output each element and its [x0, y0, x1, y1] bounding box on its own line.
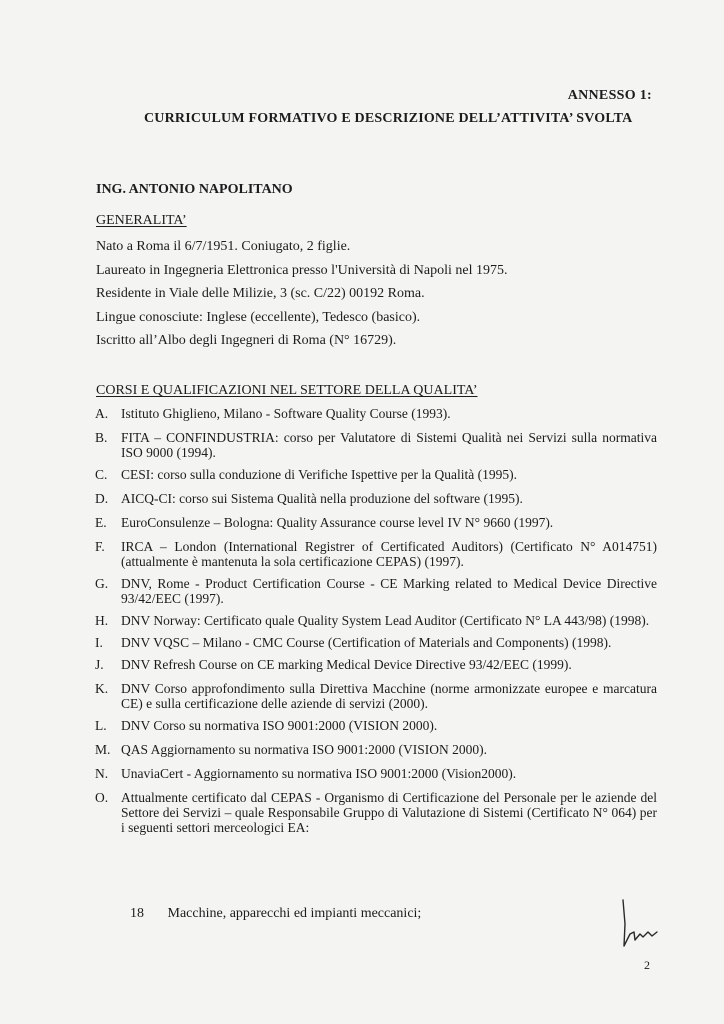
course-item: [95, 613, 657, 628]
course-letter: A.: [95, 406, 109, 421]
sector-line: [130, 906, 421, 922]
person-name: ING. ANTONIO NAPOLITANO: [96, 182, 293, 197]
course-letter: O.: [95, 790, 109, 805]
course-text: DNV Norway: Certificato quale Quality System Lead Auditor (Certificato N° LA 443/98) (1998).: [121, 613, 650, 628]
course-letter: K.: [95, 681, 109, 696]
course-item: [95, 790, 657, 835]
course-letter: M.: [95, 742, 111, 757]
course-text: IRCA – London (International Registrer of Certificated Auditors) (Certificato N° A014751) (attualmente è mantenuta la sola certificazione CEPAS) (1997).: [121, 539, 657, 569]
general-line: Laureato in Ingegneria Elettronica presso l'Università di Napoli nel 1975.: [96, 262, 508, 278]
course-letter: N.: [95, 766, 109, 781]
document-title: CURRICULUM FORMATIVO E DESCRIZIONE DELL’ATTIVITA’ SVOLTA: [144, 111, 633, 126]
course-text: Attualmente certificato dal CEPAS - Organismo di Certificazione del Personale per le aziende del Settore dei Servizi – quale Responsabile Gruppo di Valutazione di Sistemi (Certificato N° 064) per i seguenti settori merceologici EA:: [121, 790, 657, 835]
general-line: Lingue conosciute: Inglese (eccellente), Tedesco (basico).: [96, 309, 421, 325]
course-text: FITA – CONFINDUSTRIA: corso per Valutatore di Sistemi Qualità nei Servizi sulla normativa ISO 9000 (1994).: [121, 430, 657, 460]
course-text: DNV VQSC – Milano - CMC Course (Certification of Materials and Components) (1998).: [121, 635, 612, 650]
course-text: UnaviaCert - Aggiornamento su normativa ISO 9001:2000 (Vision2000).: [121, 766, 517, 781]
course-letter: C.: [95, 467, 108, 482]
course-letter: L.: [95, 718, 107, 733]
signature-mark: [615, 896, 661, 952]
page-number: 2: [644, 958, 650, 972]
course-letter: F.: [95, 539, 105, 554]
course-letter: E.: [95, 515, 107, 530]
courses-list: [95, 406, 657, 835]
courses-heading: CORSI E QUALIFICAZIONI NEL SETTORE DELLA QUALITA’: [96, 383, 478, 398]
sector-text: Macchine, apparecchi ed impianti meccanici;: [167, 906, 422, 921]
course-text: CESI: corso sulla conduzione di Verifiche Ispettive per la Qualità (1995).: [121, 467, 518, 482]
course-text: QAS Aggiornamento su normativa ISO 9001:2000 (VISION 2000).: [121, 742, 487, 757]
course-text: DNV Corso su normativa ISO 9001:2000 (VISION 2000).: [121, 718, 438, 733]
course-item: [95, 657, 657, 672]
general-info-list: [96, 238, 508, 356]
course-text: DNV Corso approfondimento sulla Direttiva Macchine (norme armonizzate europee e marcatura CE) e sulla certificazione delle aziende di servizi (2000).: [121, 681, 657, 711]
course-text: AICQ-CI: corso sui Sistema Qualità nella produzione del software (1995).: [121, 491, 523, 506]
course-item: [95, 430, 657, 460]
course-item: [95, 515, 657, 530]
course-text: DNV Refresh Course on CE marking Medical Device Directive 93/42/EEC (1999).: [121, 657, 572, 672]
course-item: [95, 467, 657, 482]
course-letter: G.: [95, 576, 109, 591]
course-letter: I.: [95, 635, 103, 650]
course-letter: B.: [95, 430, 108, 445]
course-item: [95, 406, 657, 421]
general-line: Iscritto all’Albo degli Ingegneri di Roma (N° 16729).: [96, 333, 397, 348]
course-item: [95, 718, 657, 733]
general-line: Nato a Roma il 6/7/1951. Coniugato, 2 figlie.: [96, 239, 351, 254]
course-item: [95, 742, 657, 757]
course-item: [95, 681, 657, 711]
course-text: DNV, Rome - Product Certification Course - CE Marking related to Medical Device Directive 93/42/EEC (1997).: [121, 576, 657, 606]
sector-code: 18: [130, 906, 144, 921]
course-letter: D.: [95, 491, 109, 506]
course-item: [95, 635, 657, 650]
general-heading: GENERALITA’: [96, 213, 187, 228]
course-text: EuroConsulenze – Bologna: Quality Assurance course level IV N° 9660 (1997).: [121, 515, 554, 530]
course-item: [95, 539, 657, 569]
course-item: [95, 766, 657, 781]
course-letter: J.: [95, 657, 104, 672]
general-line: Residente in Viale delle Milizie, 3 (sc. C/22) 00192 Roma.: [96, 286, 425, 301]
annex-label: ANNESSO 1:: [567, 88, 652, 103]
course-item: [95, 576, 657, 606]
course-text: Istituto Ghiglieno, Milano - Software Quality Course (1993).: [121, 406, 451, 421]
course-letter: H.: [95, 613, 109, 628]
course-item: [95, 491, 657, 506]
